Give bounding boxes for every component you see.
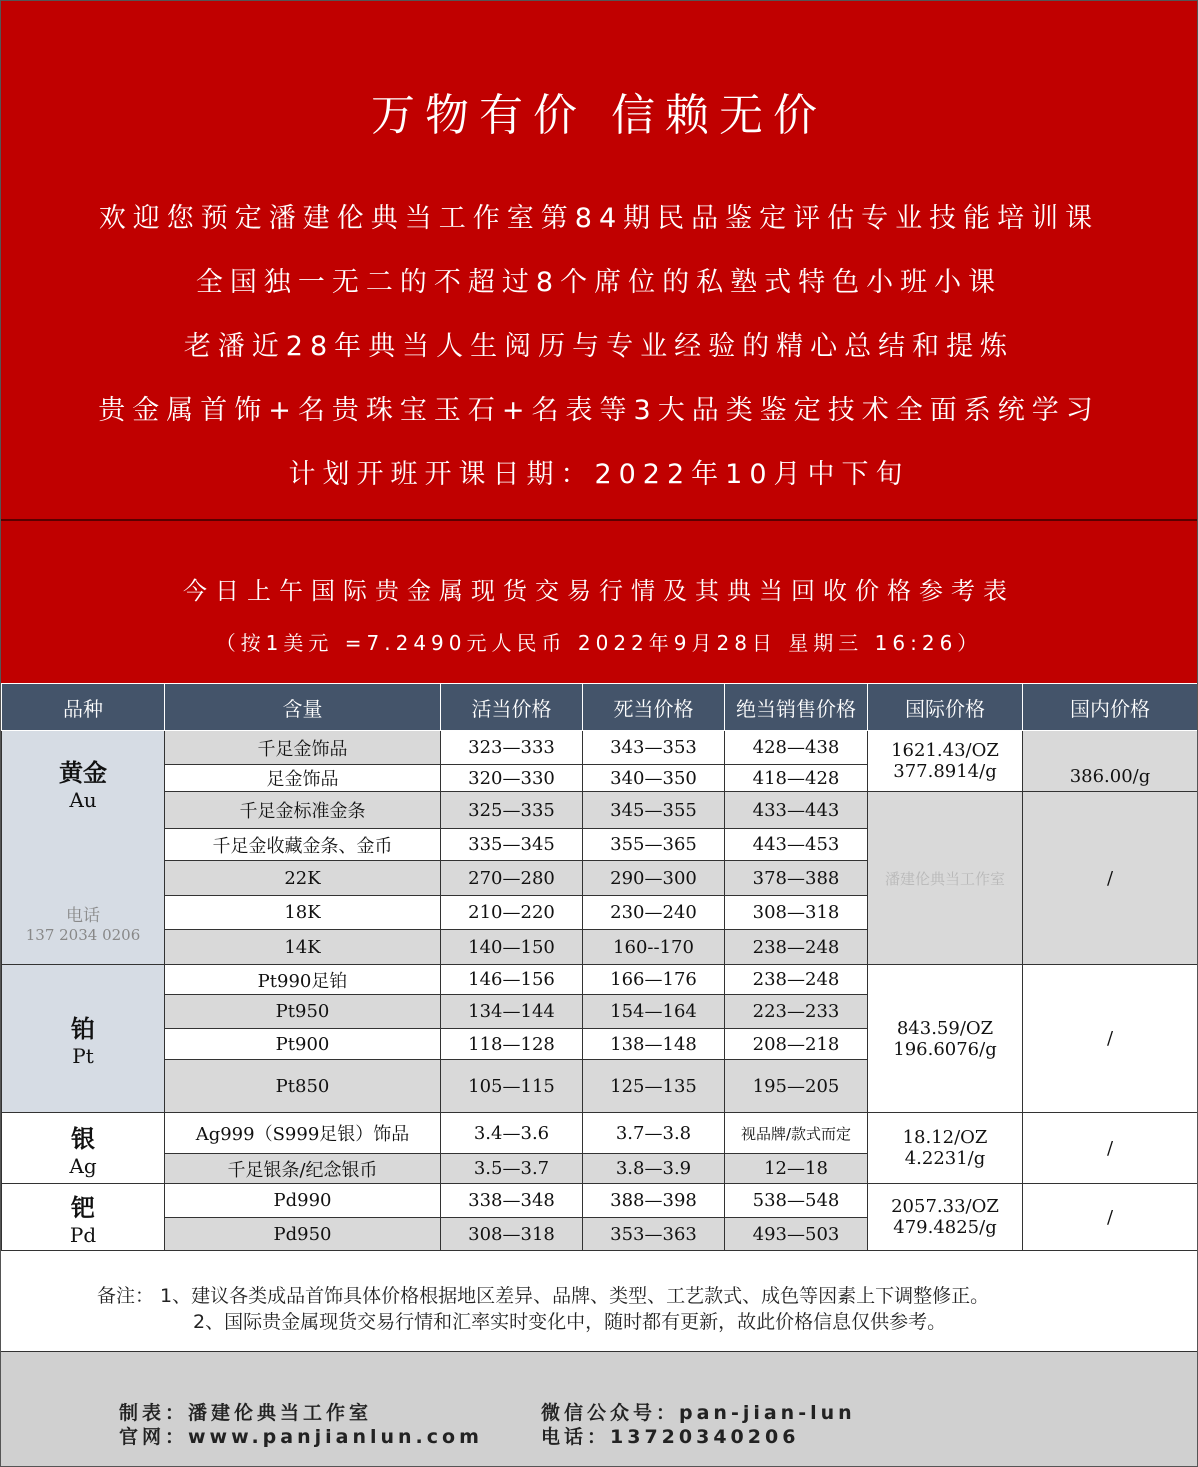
slogan: 万物有价 信赖无价 — [371, 90, 827, 141]
column-header: 含量 — [165, 684, 441, 731]
banner-line-categories: 贵金属首饰+名贵珠宝玉石+名表等3大品类鉴定技术全面系统学习 — [98, 395, 1100, 426]
footer-website: 官网：www.panjianlun.com — [119, 1426, 483, 1448]
column-header: 活当价格 — [441, 684, 583, 731]
sale-price: 12—18 — [725, 1154, 868, 1184]
promo-banner — [1, 1, 1197, 521]
table-row — [2, 1184, 1198, 1218]
item-name: Pd990 — [165, 1184, 441, 1218]
exchange-rate-date: （按1美元 =7.2490元人民币 2022年9月28日 星期三 16:26） — [215, 631, 983, 655]
live-price: 335—345 — [441, 829, 583, 861]
item-name: Pt990足铂 — [165, 965, 441, 995]
dead-price: 345—355 — [583, 792, 725, 829]
footer-wechat: 微信公众号：pan-jian-lun — [541, 1402, 856, 1424]
intl-price-palladium — [868, 1184, 1023, 1251]
domestic-price-platinum: / — [1023, 965, 1198, 1113]
phone-label: 电话 — [66, 906, 100, 926]
intl-price-silver — [868, 1113, 1023, 1184]
table-row — [2, 792, 1198, 829]
category-name: 黄金 — [59, 759, 107, 787]
sale-price: 418—428 — [725, 765, 868, 792]
live-price: 3.5—3.7 — [441, 1154, 583, 1184]
item-name: Pt850 — [165, 1060, 441, 1113]
category-name: 铂 — [71, 1015, 95, 1043]
intl-price-g: 196.6076/g — [893, 1038, 997, 1060]
sale-price: 493—503 — [725, 1218, 868, 1251]
dead-price: 355—365 — [583, 829, 725, 861]
sale-price: 443—453 — [725, 829, 868, 861]
dead-price: 290—300 — [583, 861, 725, 896]
banner-line-experience: 老潘近28年典当人生阅历与专业经验的精心总结和提炼 — [183, 331, 1015, 362]
table-title: 今日上午国际贵金属现货交易行情及其典当回收价格参考表 — [183, 577, 1015, 605]
column-header: 绝当销售价格 — [725, 684, 868, 731]
live-price: 118—128 — [441, 1029, 583, 1060]
live-price: 134—144 — [441, 995, 583, 1029]
live-price: 270—280 — [441, 861, 583, 896]
live-price: 146—156 — [441, 965, 583, 995]
footer-phone: 电话：13720340206 — [541, 1426, 800, 1448]
dead-price: 3.8—3.9 — [583, 1154, 725, 1184]
table-title-block — [1, 521, 1197, 683]
live-price: 140—150 — [441, 930, 583, 965]
domestic-price-gold-other: / — [1023, 792, 1198, 965]
category-gold — [2, 731, 165, 965]
sale-price: 238—248 — [725, 965, 868, 995]
intl-price-oz: 843.59/OZ — [896, 1017, 994, 1039]
banner-line-date: 计划开班开课日期：2022年10月中下旬 — [288, 459, 910, 490]
banner-line-class-size: 全国独一无二的不超过8个席位的私塾式特色小班小课 — [195, 267, 1003, 298]
live-price: 3.4—3.6 — [441, 1113, 583, 1154]
dead-price: 154—164 — [583, 995, 725, 1029]
table-row — [2, 1113, 1198, 1154]
category-symbol: Au — [69, 788, 97, 812]
dead-price: 125—135 — [583, 1060, 725, 1113]
item-name: 千足银条/纪念银币 — [165, 1154, 441, 1184]
item-name: Pt900 — [165, 1029, 441, 1060]
category-name: 钯 — [71, 1193, 95, 1222]
column-header: 品种 — [2, 684, 165, 731]
item-name: 22K — [165, 861, 441, 896]
watermark-text: 潘建伦典当工作室 — [884, 869, 1005, 888]
phone-note — [2, 901, 164, 944]
price-table — [1, 683, 1198, 1251]
dead-price: 230—240 — [583, 896, 725, 930]
live-price: 105—115 — [441, 1060, 583, 1113]
dead-price: 340—350 — [583, 765, 725, 792]
table-row — [2, 965, 1198, 995]
item-name: 足金饰品 — [165, 765, 441, 792]
category-label — [2, 753, 164, 812]
dead-price: 3.7—3.8 — [583, 1113, 725, 1154]
footer-maker: 制表：潘建伦典当工作室 — [119, 1402, 373, 1424]
dead-price: 166—176 — [583, 965, 725, 995]
intl-price-oz: 2057.33/OZ — [891, 1196, 999, 1217]
intl-price-g: 377.8914/g — [893, 761, 997, 782]
live-price: 210—220 — [441, 896, 583, 930]
sale-price: 308—318 — [725, 896, 868, 930]
table-row — [2, 731, 1198, 765]
table-header-row — [2, 684, 1198, 731]
item-name: Pd950 — [165, 1218, 441, 1251]
column-header: 死当价格 — [583, 684, 725, 731]
intl-price-oz: 1621.43/OZ — [891, 740, 999, 761]
domestic-price-silver: / — [1023, 1113, 1198, 1184]
item-name: 千足金收藏金条、金币 — [165, 829, 441, 861]
sale-price: 538—548 — [725, 1184, 868, 1218]
category-symbol: Pt — [72, 1044, 94, 1068]
banner-line-course: 欢迎您预定潘建伦典当工作室第84期民品鉴定评估专业技能培训课 — [98, 203, 1100, 234]
intl-price-g: 479.4825/g — [893, 1217, 997, 1238]
sale-price: 208—218 — [725, 1029, 868, 1060]
dead-price: 138—148 — [583, 1029, 725, 1060]
watermark-cell — [868, 792, 1023, 965]
column-header: 国际价格 — [868, 684, 1023, 731]
domestic-price-palladium: / — [1023, 1184, 1198, 1251]
remarks — [1, 1250, 1197, 1351]
item-name: Pt950 — [165, 995, 441, 1029]
live-price: 325—335 — [441, 792, 583, 829]
category-platinum — [2, 965, 165, 1113]
item-name: 千足金饰品 — [165, 731, 441, 765]
item-name: 18K — [165, 896, 441, 930]
category-symbol: Pd — [69, 1222, 97, 1247]
dead-price: 343—353 — [583, 731, 725, 765]
live-price: 338—348 — [441, 1184, 583, 1218]
category-symbol: Ag — [69, 1153, 97, 1178]
footer — [1, 1351, 1197, 1467]
intl-price-g: 4.2231/g — [904, 1148, 986, 1169]
dead-price: 353—363 — [583, 1218, 725, 1251]
live-price: 320—330 — [441, 765, 583, 792]
dead-price: 388—398 — [583, 1184, 725, 1218]
live-price: 308—318 — [441, 1218, 583, 1251]
dead-price: 160--170 — [583, 930, 725, 965]
category-name: 银 — [71, 1124, 95, 1153]
sale-price: 195—205 — [725, 1060, 868, 1113]
intl-price-platinum — [868, 965, 1023, 1113]
item-name: 14K — [165, 930, 441, 965]
live-price: 323—333 — [441, 731, 583, 765]
domestic-price-gold: 386.00/g — [1023, 731, 1198, 792]
sale-price: 378—388 — [725, 861, 868, 896]
item-name: Ag999（S999足银）饰品 — [165, 1113, 441, 1154]
intl-price-oz: 18.12/OZ — [902, 1127, 988, 1148]
sale-price: 223—233 — [725, 995, 868, 1029]
intl-price-gold — [868, 731, 1023, 792]
sale-price: 238—248 — [725, 930, 868, 965]
remark-line-2: 2、国际贵金属现货交易行情和汇率实时变化中，随时都有更新，故此价格信息仅供参考。 — [193, 1311, 947, 1333]
sale-price: 433—443 — [725, 792, 868, 829]
column-header: 国内价格 — [1023, 684, 1198, 731]
item-name: 千足金标准金条 — [165, 792, 441, 829]
sale-price: 视品牌/款式而定 — [725, 1113, 868, 1154]
category-palladium — [2, 1184, 165, 1251]
sale-price: 428—438 — [725, 731, 868, 765]
phone-number: 137 2034 0206 — [25, 926, 141, 944]
remark-line-1: 备注： 1、建议各类成品首饰具体价格根据地区差异、品牌、类型、工艺款式、成色等因素上下调整修正。 — [97, 1285, 990, 1307]
category-silver — [2, 1113, 165, 1184]
